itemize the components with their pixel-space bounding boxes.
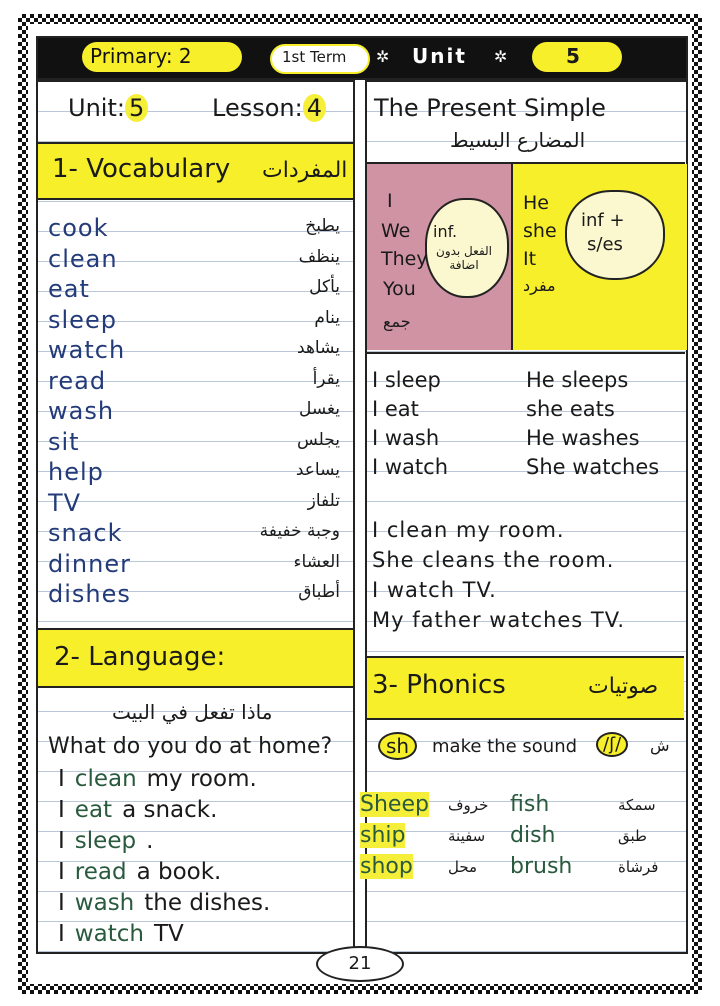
- answer-rest: .: [146, 828, 154, 854]
- vocab-word-ar: العشاء: [293, 551, 340, 572]
- present-simple-title-ar: المضارع البسيط: [450, 128, 586, 152]
- answer-row: [58, 797, 217, 823]
- vocab-word: dinner: [48, 549, 131, 578]
- example-sentence: My father watches TV.: [372, 608, 626, 632]
- answer-verb: clean: [74, 766, 137, 792]
- vocab-word: help: [48, 458, 104, 486]
- phonics-word: fish: [510, 792, 550, 817]
- yellow-pronoun: He: [523, 192, 549, 214]
- answer-verb: read: [74, 859, 127, 885]
- vocab-word-ar: ينظف: [298, 246, 340, 267]
- answer-rest: TV: [153, 921, 184, 947]
- pair-right: she eats: [526, 397, 615, 421]
- example-sentence: I clean my room.: [372, 518, 565, 542]
- yellow-apple-text: inf +: [581, 210, 625, 231]
- vocab-word: sleep: [48, 305, 117, 334]
- vocab-word-ar: يقرأ: [312, 368, 340, 389]
- vocab-word-ar: يجلس: [296, 429, 340, 450]
- answer-row: [58, 828, 153, 854]
- term-label: 1st Term: [282, 48, 347, 66]
- vocabulary-title-ar: المفردات: [262, 158, 348, 183]
- present-simple-title: The Present Simple: [374, 94, 606, 122]
- sound-text: make the sound: [432, 736, 578, 757]
- primary-label: Primary: 2: [90, 44, 192, 68]
- vocab-word-ar: يطبخ: [305, 216, 340, 236]
- vocab-word: read: [48, 366, 107, 395]
- vocab-word: clean: [48, 244, 118, 273]
- unit-heading: [68, 94, 148, 122]
- pair-left: I watch: [372, 455, 449, 479]
- yellow-apple-text2: s/es: [587, 234, 623, 255]
- language-ar: ماذا تفعل في البيت: [112, 700, 273, 724]
- example-sentence: She cleans the room.: [372, 548, 615, 572]
- vocab-word: wash: [48, 397, 115, 425]
- phonics-word-ar: سمكة: [618, 796, 656, 814]
- vocab-word: sit: [48, 427, 80, 456]
- phonics-word-ar: سفينة: [448, 827, 486, 845]
- pink-pronoun: They: [381, 248, 428, 270]
- star-icon: ✲: [494, 47, 508, 66]
- phonics-word: dish: [510, 823, 556, 848]
- header-bar: [36, 36, 688, 80]
- answer-rest: a book.: [136, 859, 222, 885]
- language-title: 2- Language:: [54, 642, 226, 672]
- yellow-pronoun: It: [523, 248, 537, 270]
- vocabulary-title: 1- Vocabulary: [52, 154, 231, 184]
- vocab-word-ar: يساعد: [295, 460, 340, 480]
- vocab-word-ar: وجبة خفيفة: [259, 521, 340, 541]
- unit-number: 5: [566, 44, 580, 68]
- phonics-word: brush: [510, 854, 573, 879]
- lesson-text: Lesson:: [212, 94, 303, 122]
- phonics-word-ar: خروف: [448, 796, 489, 814]
- answer-verb: sleep: [74, 828, 137, 854]
- phonics-title: 3- Phonics: [372, 670, 506, 700]
- phonics-word: ship: [360, 823, 406, 848]
- vocab-word-ar: يغسل: [299, 399, 340, 419]
- phonics-word-ar: طبق: [618, 827, 647, 845]
- unit-num: 5: [125, 94, 148, 122]
- phonics-title-ar: صوتيات: [588, 674, 659, 699]
- pink-pronoun: We: [381, 220, 411, 242]
- answer-subject: I: [58, 797, 65, 823]
- phonics-word: shop: [360, 854, 413, 879]
- answer-rest: a snack.: [122, 797, 218, 823]
- vocab-word: snack: [48, 519, 123, 547]
- vocab-word: eat: [48, 275, 90, 303]
- answer-subject: I: [58, 890, 65, 916]
- pink-note: جمع: [383, 312, 411, 331]
- pair-right: He sleeps: [526, 368, 629, 392]
- answer-verb: watch: [74, 921, 144, 947]
- star-icon: ✲: [376, 47, 390, 66]
- vocab-word-ar: أطباق: [298, 582, 340, 602]
- pink-pronoun: You: [383, 278, 416, 300]
- answer-verb: eat: [74, 797, 113, 823]
- phonics-word-ar: فرشاة: [618, 858, 659, 876]
- answer-row: [58, 890, 270, 916]
- pair-left: I eat: [372, 397, 419, 421]
- vocab-word-ar: يأكل: [309, 277, 340, 297]
- answer-row: [58, 766, 257, 792]
- vocab-word: TV: [48, 488, 82, 517]
- phonics-word: Sheep: [360, 792, 429, 817]
- unit-text: Unit:: [68, 94, 125, 122]
- page-number: 21: [316, 946, 404, 982]
- pink-apple-text: inf.: [433, 222, 458, 241]
- sh-badge: sh: [378, 732, 417, 760]
- language-question: What do you do at home?: [48, 734, 333, 759]
- answer-subject: I: [58, 766, 65, 792]
- pair-right: He washes: [526, 426, 640, 450]
- unit-label: Unit: [412, 44, 467, 68]
- pair-left: I sleep: [372, 368, 441, 392]
- vocab-word: watch: [48, 336, 126, 364]
- sound-badge: /ʃ/: [596, 732, 628, 757]
- answer-rest: my room.: [146, 766, 257, 792]
- answer-rest: the dishes.: [144, 890, 271, 916]
- vocab-word: dishes: [48, 580, 131, 608]
- answer-subject: I: [58, 921, 65, 947]
- lesson-num: 4: [303, 94, 326, 122]
- example-sentence: I watch TV.: [372, 578, 497, 602]
- lesson-heading: [212, 94, 326, 122]
- pair-left: I wash: [372, 426, 440, 450]
- sound-ar: ش: [650, 736, 670, 755]
- answer-subject: I: [58, 859, 65, 885]
- answer-row: [58, 921, 184, 947]
- pair-right: She watches: [526, 455, 660, 479]
- answer-row: [58, 859, 221, 885]
- pink-pronoun: I: [387, 190, 393, 212]
- vocab-word-ar: يشاهد: [297, 338, 340, 358]
- answer-verb: wash: [74, 890, 135, 916]
- yellow-pronoun: she: [523, 220, 557, 242]
- yellow-note: مفرد: [523, 276, 556, 295]
- answer-subject: I: [58, 828, 65, 854]
- vocab-word-ar: ينام: [314, 307, 340, 328]
- phonics-word-ar: محل: [448, 858, 478, 876]
- pink-apple-ar: الفعل بدون اضافة: [436, 244, 492, 272]
- vocab-word-ar: تلفاز: [307, 490, 340, 511]
- vocab-word: cook: [48, 214, 109, 242]
